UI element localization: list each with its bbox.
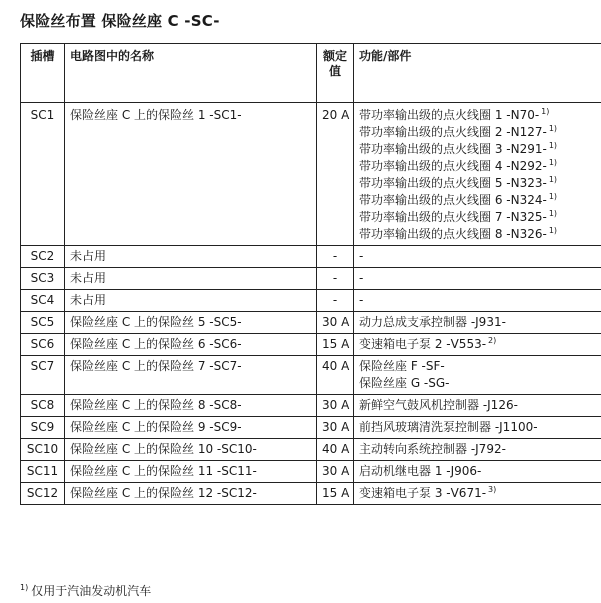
- slot-cell: SC6: [21, 334, 65, 356]
- function-text: 带功率输出级的点火线圈 7 -N325-: [359, 210, 547, 224]
- function-line: [359, 336, 596, 353]
- table-row: [21, 246, 601, 268]
- slot-cell: SC2: [21, 246, 65, 268]
- function-text: 主动转向系统控制器 -J792-: [359, 442, 506, 456]
- function-line: [359, 485, 596, 502]
- function-text: 变速箱电子泵 3 -V671-: [359, 486, 487, 500]
- rating-cell: 40 A: [317, 356, 354, 395]
- table-row: [21, 268, 601, 290]
- footnote-mark: 1): [20, 583, 29, 592]
- function-text: 带功率输出级的点火线圈 3 -N291-: [359, 142, 547, 156]
- footnote-reference: 1): [548, 175, 558, 184]
- footnote-reference: 1): [548, 192, 558, 201]
- circuit-name-cell: 保险丝座 C 上的保险丝 5 -SC5-: [65, 312, 317, 334]
- rating-cell: 30 A: [317, 312, 354, 334]
- function-line: [359, 397, 596, 414]
- function-line: [359, 175, 596, 192]
- circuit-name-cell: 保险丝座 C 上的保险丝 9 -SC9-: [65, 417, 317, 439]
- rating-cell: 15 A: [317, 334, 354, 356]
- function-line: [359, 419, 596, 436]
- function-text: 带功率输出级的点火线圈 8 -N326-: [359, 227, 547, 241]
- footnote-reference: 1): [548, 226, 558, 235]
- function-line: [359, 292, 596, 309]
- table-row: [21, 483, 601, 505]
- slot-cell: SC11: [21, 461, 65, 483]
- slot-cell: SC5: [21, 312, 65, 334]
- function-text: -: [359, 271, 364, 285]
- circuit-name-cell: 保险丝座 C 上的保险丝 7 -SC7-: [65, 356, 317, 395]
- header-name: 电路图中的名称: [65, 44, 317, 103]
- rating-cell: 15 A: [317, 483, 354, 505]
- function-line: [359, 124, 596, 141]
- fuse-table: [20, 43, 601, 505]
- table-row: [21, 439, 601, 461]
- function-cell: [354, 246, 601, 268]
- rating-cell: 30 A: [317, 461, 354, 483]
- slot-cell: SC7: [21, 356, 65, 395]
- function-line: [359, 107, 596, 124]
- slot-cell: SC10: [21, 439, 65, 461]
- table-row: [21, 103, 601, 246]
- function-line: [359, 314, 596, 331]
- function-text: 新鲜空气鼓风机控制器 -J126-: [359, 398, 518, 412]
- slot-cell: SC1: [21, 103, 65, 246]
- circuit-name-cell: 保险丝座 C 上的保险丝 10 -SC10-: [65, 439, 317, 461]
- rating-cell: -: [317, 246, 354, 268]
- function-line: [359, 141, 596, 158]
- function-text: 变速箱电子泵 2 -V553-: [359, 337, 487, 351]
- footnote-reference: 3): [488, 485, 497, 494]
- function-cell: [354, 334, 601, 356]
- slot-cell: SC9: [21, 417, 65, 439]
- function-text: 前挡风玻璃清洗泵控制器 -J1100-: [359, 420, 538, 434]
- function-line: [359, 192, 596, 209]
- circuit-name-cell: 保险丝座 C 上的保险丝 1 -SC1-: [65, 103, 317, 246]
- header-rating: 额定值: [317, 44, 354, 103]
- rating-cell: 30 A: [317, 395, 354, 417]
- function-text: 带功率输出级的点火线圈 2 -N127-: [359, 125, 547, 139]
- function-cell: [354, 439, 601, 461]
- table-row: [21, 461, 601, 483]
- function-line: [359, 209, 596, 226]
- function-line: [359, 270, 596, 287]
- function-cell: [354, 290, 601, 312]
- header-slot: 插槽: [21, 44, 65, 103]
- function-text: 保险丝座 F -SF-: [359, 359, 445, 373]
- function-cell: [354, 417, 601, 439]
- function-cell: [354, 395, 601, 417]
- footnote-reference: 2): [488, 336, 497, 345]
- slot-cell: SC4: [21, 290, 65, 312]
- table-row: [21, 356, 601, 395]
- table-body: [21, 103, 601, 505]
- footnote-reference: 1): [548, 209, 558, 218]
- function-text: -: [359, 293, 364, 307]
- function-text: 带功率输出级的点火线圈 4 -N292-: [359, 159, 547, 173]
- function-text: 保险丝座 G -SG-: [359, 376, 450, 390]
- table-header-row: [21, 44, 601, 103]
- circuit-name-cell: 保险丝座 C 上的保险丝 6 -SC6-: [65, 334, 317, 356]
- function-cell: [354, 461, 601, 483]
- circuit-name-cell: 保险丝座 C 上的保险丝 8 -SC8-: [65, 395, 317, 417]
- function-cell: [354, 356, 601, 395]
- function-line: [359, 375, 596, 392]
- function-cell: [354, 103, 601, 246]
- function-text: 带功率输出级的点火线圈 5 -N323-: [359, 176, 547, 190]
- table-row: [21, 334, 601, 356]
- table-row: [21, 417, 601, 439]
- function-line: [359, 358, 596, 375]
- function-cell: [354, 268, 601, 290]
- slot-cell: SC3: [21, 268, 65, 290]
- footnote-reference: 1): [548, 158, 558, 167]
- rating-cell: 30 A: [317, 417, 354, 439]
- function-cell: [354, 312, 601, 334]
- footnote-text: 仅用于汽油发动机汽车: [31, 584, 152, 598]
- footnote-reference: 1): [548, 141, 558, 150]
- function-text: 带功率输出级的点火线圈 6 -N324-: [359, 193, 547, 207]
- table-row: [21, 312, 601, 334]
- circuit-name-cell: 保险丝座 C 上的保险丝 12 -SC12-: [65, 483, 317, 505]
- table-row: [21, 395, 601, 417]
- circuit-name-cell: 未占用: [65, 246, 317, 268]
- function-line: [359, 463, 596, 480]
- footnote-reference: 1): [548, 124, 558, 133]
- footnote: [20, 582, 151, 599]
- circuit-name-cell: 未占用: [65, 268, 317, 290]
- rating-cell: -: [317, 290, 354, 312]
- rating-cell: 20 A: [317, 103, 354, 246]
- page-title: 保险丝布置 保险丝座 C -SC-: [20, 12, 220, 30]
- function-cell: [354, 483, 601, 505]
- function-line: [359, 158, 596, 175]
- function-text: -: [359, 249, 364, 263]
- rating-cell: 40 A: [317, 439, 354, 461]
- function-text: 动力总成支承控制器 -J931-: [359, 315, 506, 329]
- footnote-reference: 1): [541, 107, 550, 116]
- slot-cell: SC8: [21, 395, 65, 417]
- circuit-name-cell: 未占用: [65, 290, 317, 312]
- function-line: [359, 441, 596, 458]
- function-text: 带功率输出级的点火线圈 1 -N70-: [359, 108, 540, 122]
- circuit-name-cell: 保险丝座 C 上的保险丝 11 -SC11-: [65, 461, 317, 483]
- function-line: [359, 226, 596, 243]
- function-line: [359, 248, 596, 265]
- slot-cell: SC12: [21, 483, 65, 505]
- table-row: [21, 290, 601, 312]
- header-function: 功能/部件: [354, 44, 601, 103]
- function-text: 启动机继电器 1 -J906-: [359, 464, 482, 478]
- rating-cell: -: [317, 268, 354, 290]
